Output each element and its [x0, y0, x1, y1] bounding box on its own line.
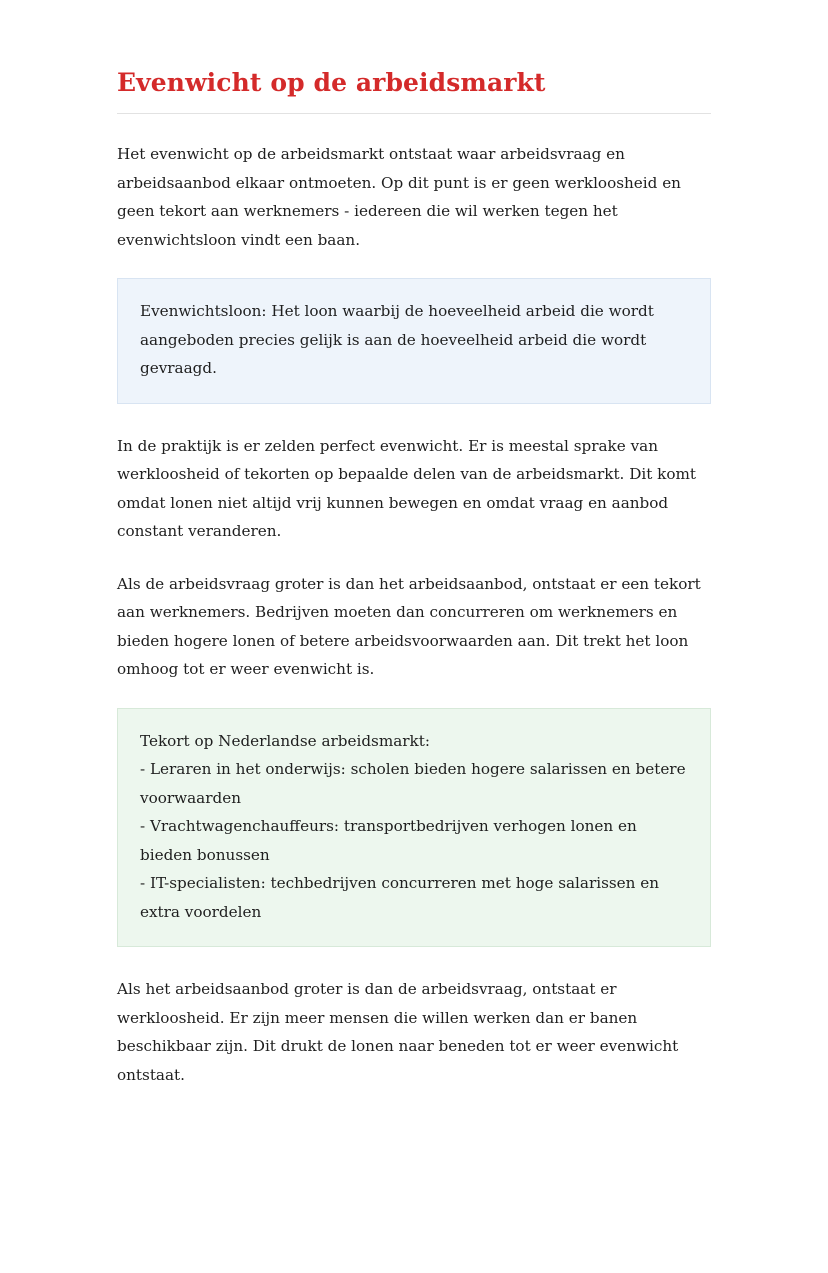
page-bottom-space — [117, 1113, 711, 1233]
definition-text: Evenwichtsloon: Het loon waarbij de hoeveelheid arbeid die wordt aangeboden precies gelijk is aan de hoeveelheid arbeid die wordt gevraagd. — [140, 302, 654, 377]
example-item: - IT-specialisten: techbedrijven concurreren met hoge salarissen en extra voordelen — [140, 874, 660, 921]
paragraph-shortage: Als de arbeidsvraag groter is dan het arbeidsaanbod, ontstaat er een tekort aan werknemers. Bedrijven moeten dan concurreren om werknemers en bieden hogere lonen of betere arbeidsvoorwaarden aan. Dit trekt het loon omhoog tot er weer evenwicht is. — [117, 574, 701, 678]
paragraph-unemployment: Als het arbeidsaanbod groter is dan de arbeidsvraag, ontstaat er werkloosheid. Er zijn meer mensen die willen werken dan er banen beschikbaar zijn. Dit drukt de lonen naar beneden tot er weer evenwicht ontstaat. — [117, 980, 679, 1084]
page-title: Evenwicht op de arbeidsmarkt — [117, 68, 546, 97]
definition-callout — [117, 278, 711, 404]
paragraph-intro: Het evenwicht op de arbeidsmarkt ontstaat waar arbeidsvraag en arbeidsaanbod elkaar ontmoeten. Op dit punt is er geen werkloosheid en geen tekort aan werknemers - iedereen die wil werken tegen het evenwichtsloon vindt een baan. — [117, 145, 681, 249]
example-item: - Leraren in het onderwijs: scholen bieden hogere salarissen en betere voorwaarden — [140, 760, 686, 807]
example-callout — [117, 708, 711, 948]
paragraph-practice: In de praktijk is er zelden perfect evenwicht. Er is meestal sprake van werkloosheid of tekorten op bepaalde delen van de arbeidsmarkt. Dit komt omdat lonen niet altijd vrij kunnen bewegen en omdat vraag en aanbod constant veranderen. — [117, 436, 697, 540]
title-divider — [117, 113, 711, 114]
example-heading: Tekort op Nederlandse arbeidsmarkt: — [140, 731, 430, 750]
example-item: - Vrachtwagenchauffeurs: transportbedrijven verhogen lonen en bieden bonussen — [140, 817, 637, 864]
